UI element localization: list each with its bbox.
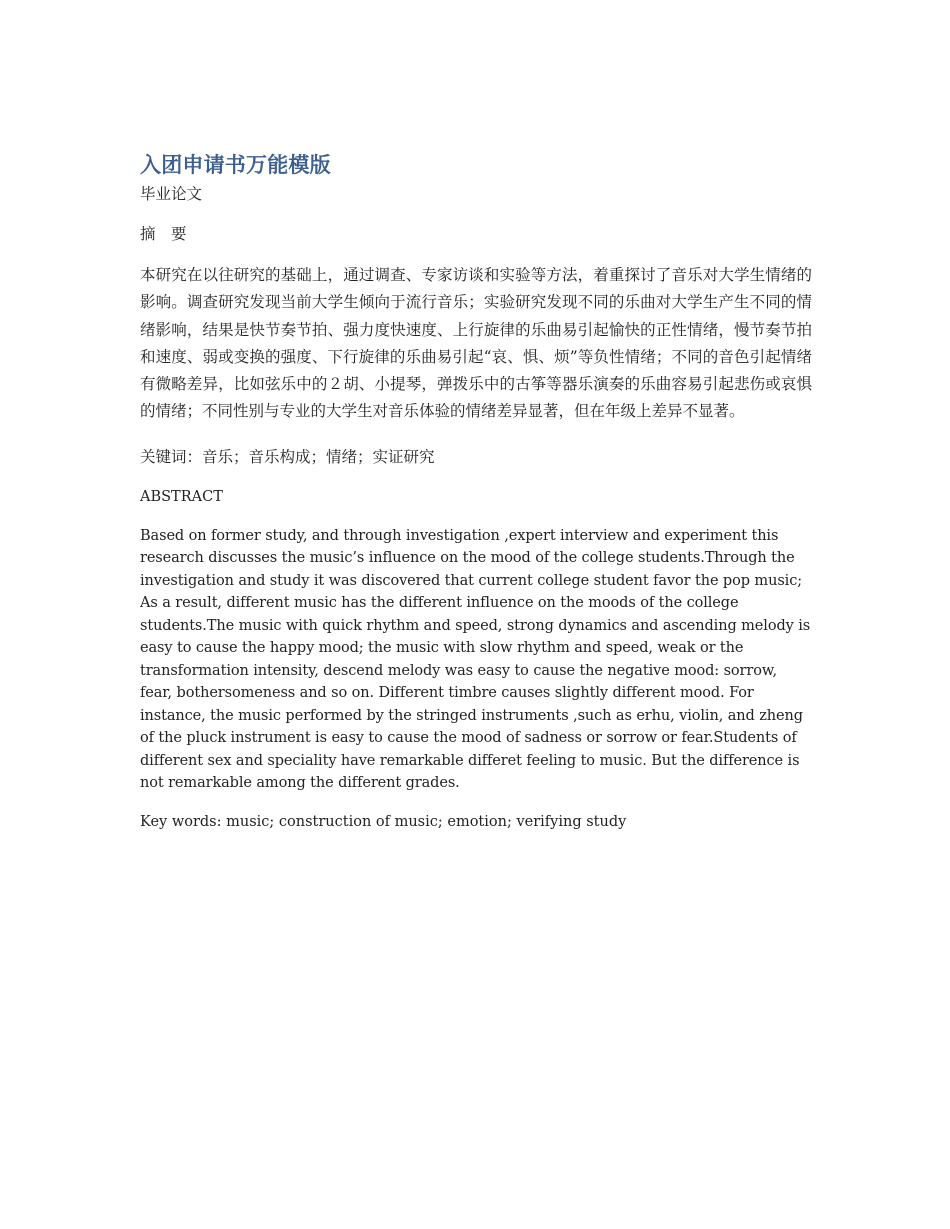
english-abstract-heading: ABSTRACT: [140, 488, 223, 505]
english-abstract-body: Based on former study, and through investigation ,expert interview and experiment this research discusses the music’s influence on the mood of the college students.Through the investigation and study it was discovered that current college student favor the pop music; As a result, different music has the different influence on the moods of the college students.The music with quick rhythm and speed, strong dynamics and ascending melody is easy to cause the happy mood; the music with slow rhythm and speed, weak or the transformation intensity, descend melody was easy to cause the negative mood: sorrow, fear, bothersomeness and so on. Different timbre causes slightly different mood. For instance, the music performed by the stringed instruments ,such as erhu, violin, and zheng of the pluck instrument is easy to cause the mood of sadness or sorrow or fear.Students of different sex and speciality have remarkable differet feeling to music. But the difference is not remarkable among the different grades.: [140, 527, 811, 792]
chinese-keywords: 关键词：音乐；音乐构成；情绪；实证研究: [140, 447, 435, 466]
english-keywords: Key words: music; construction of music; emotion; verifying study: [140, 813, 627, 830]
chinese-abstract-heading: 摘 要: [140, 225, 187, 243]
document-subtitle: 毕业论文: [140, 185, 203, 203]
document-title: 入团申请书万能模版: [140, 153, 331, 177]
chinese-abstract-body: 本研究在以往研究的基础上，通过调查、专家访谈和实验等方法，着重探讨了音乐对大学生情绪的影响。调查研究发现当前大学生倾向于流行音乐；实验研究发现不同的乐曲对大学生产生不同的情绪影响，结果是快节奏节拍、强力度快速度、上行旋律的乐曲易引起愉快的正性情绪，慢节奏节拍和速度、弱或变换的强度、下行旋律的乐曲易引起“哀、惧、烦”等负性情绪；不同的音色引起情绪有微略差异，比如弦乐中的２胡、小提琴，弹拨乐中的古筝等器乐演奏的乐曲容易引起悲伤或哀惧的情绪；不同性别与专业的大学生对音乐体验的情绪差异显著，但在年级上差异不显著。: [140, 266, 812, 421]
document-page: [140, 150, 812, 832]
